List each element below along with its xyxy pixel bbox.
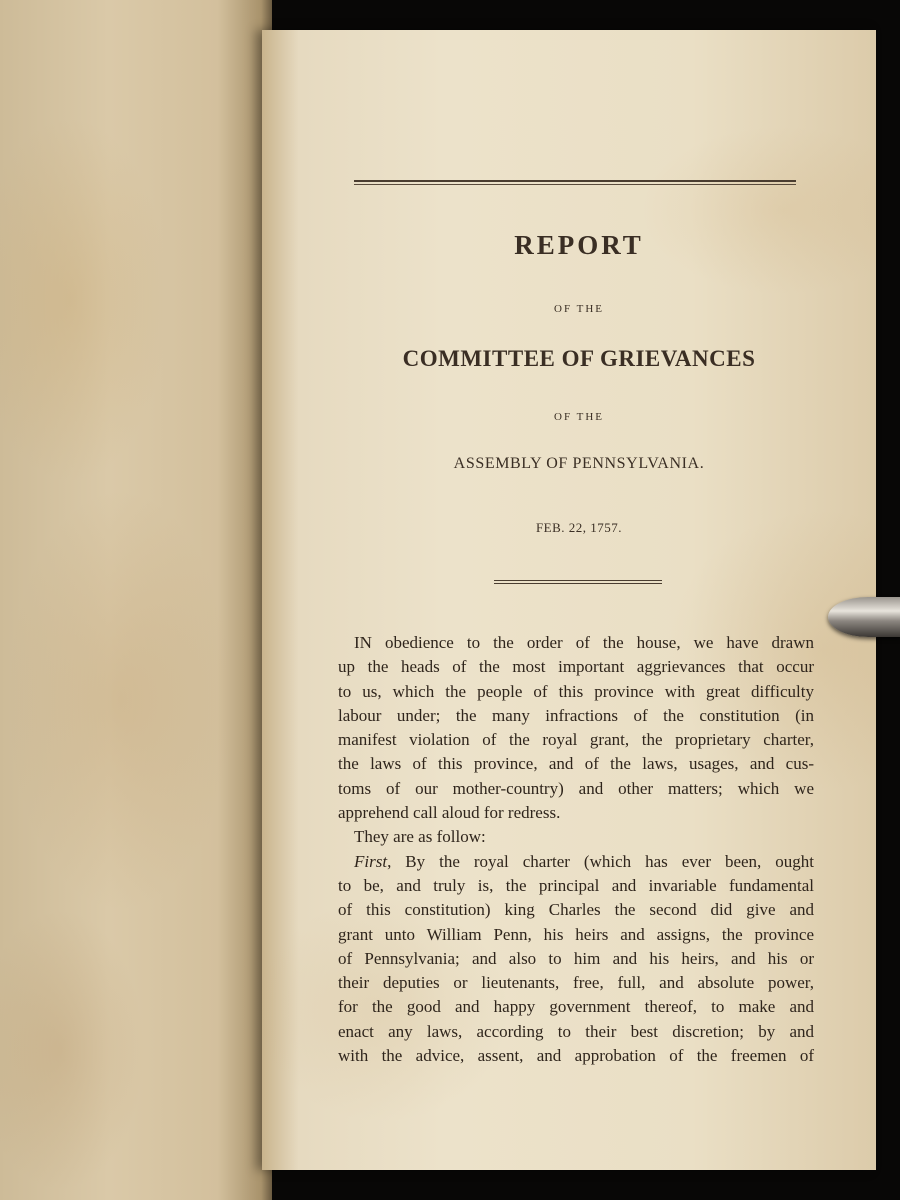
body-line-rest: , By the royal charter (which has ever been, ought xyxy=(387,851,814,871)
left-page xyxy=(0,0,272,1200)
top-double-rule xyxy=(354,180,796,185)
body-text xyxy=(338,631,814,1068)
title-report: REPORT xyxy=(514,230,644,260)
body-line: of this constitution) king Charles the second did give and xyxy=(338,900,814,920)
body-line: toms of our mother-country) and other matters; which we xyxy=(338,778,814,798)
body-line: the laws of this province, and of the laws, usages, and cus- xyxy=(338,754,814,774)
section-rule xyxy=(494,580,662,584)
title-date: FEB. 22, 1757. xyxy=(535,520,623,535)
body-line: with the advice, assent, and approbation of the freemen of xyxy=(338,1046,814,1066)
body-line: up the heads of the most important aggrievances that occur xyxy=(338,657,814,677)
body-line: apprehend call aloud for redress. xyxy=(338,803,561,823)
title-committee: COMMITTEE OF GRIEVANCES xyxy=(402,346,756,371)
title-of-the-1: OF THE xyxy=(554,303,604,315)
first-word: First xyxy=(354,851,388,871)
body-line: of Pennsylvania; and also to him and his heirs, and his or xyxy=(338,948,814,968)
body-line: to be, and truly is, the principal and invariable fundamental xyxy=(338,875,814,895)
body-line: grant unto William Penn, his heirs and assigns, the province xyxy=(338,924,814,944)
body-line: for the good and happy government thereof, to make and xyxy=(338,997,814,1017)
page-clip xyxy=(828,597,900,637)
title-assembly: ASSEMBLY OF PENNSYLVANIA. xyxy=(453,455,705,472)
body-line: enact any laws, according to their best discretion; by and xyxy=(338,1021,814,1041)
body-line: IN obedience to the order of the house, we have drawn xyxy=(354,633,814,652)
body-line-first xyxy=(338,850,814,874)
title-of-the-2: OF THE xyxy=(554,411,604,423)
body-line: labour under; the many infractions of the constitution (in xyxy=(338,705,814,725)
body-line: their deputies or lieutenants, free, full, and absolute power, xyxy=(338,973,814,993)
right-page xyxy=(262,30,876,1170)
body-line: manifest violation of the royal grant, the proprietary charter, xyxy=(338,730,814,750)
body-line: They are as follow: xyxy=(354,827,486,847)
body-line: to us, which the people of this province with great difficulty xyxy=(338,681,814,701)
